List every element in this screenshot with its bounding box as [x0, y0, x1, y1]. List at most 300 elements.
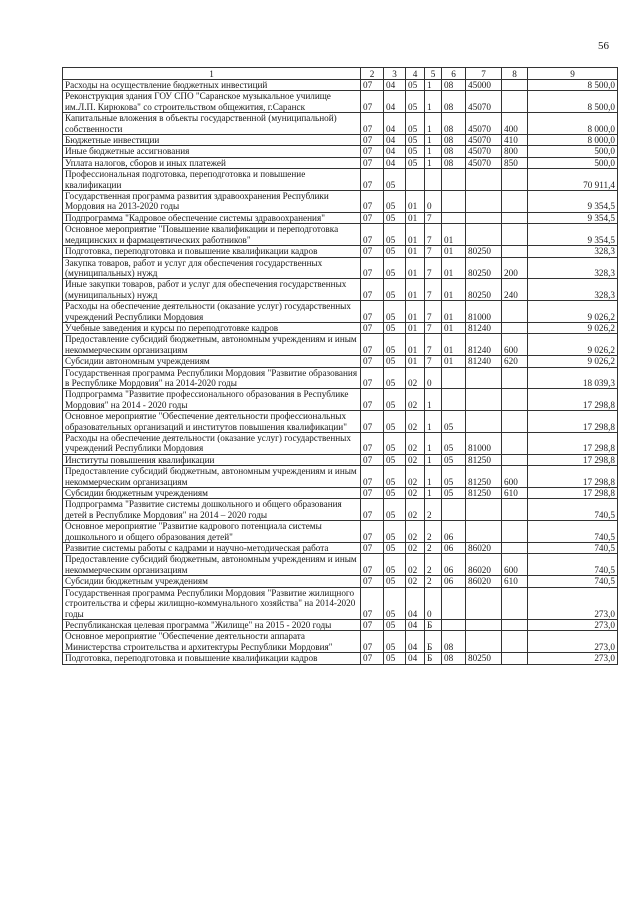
- row-code-cell-c3: 05: [384, 488, 406, 499]
- row-amount-cell: 740,5: [528, 554, 618, 576]
- table-row: [63, 488, 618, 499]
- row-code-cell-c2: 07: [361, 257, 384, 279]
- row-code-cell-c4: [406, 169, 425, 191]
- row-name-cell: Подпрограмма "Развитие системы дошкольного и общего образования детей в Республике Мордовия" на 2014 – 2020 годы: [63, 499, 361, 521]
- row-code-cell-c5: 7: [425, 322, 442, 333]
- row-code-cell-c5: 1: [425, 157, 442, 168]
- budget-table: [62, 67, 618, 665]
- row-code-cell-c8: 240: [502, 279, 528, 301]
- column-header-5: 5: [425, 68, 442, 80]
- row-amount-cell: 17 298,8: [528, 488, 618, 499]
- row-amount-cell: 500,0: [528, 146, 618, 157]
- row-code-cell-c8: 620: [502, 356, 528, 367]
- row-code-cell-c4: 04: [406, 653, 425, 664]
- row-name-cell: Иные закупки товаров, работ и услуг для обеспечения государственных (муниципальных) нужд: [63, 279, 361, 301]
- row-code-cell-c6: 08: [442, 146, 466, 157]
- row-code-cell-c2: 07: [361, 631, 384, 653]
- row-code-cell-c3: 05: [384, 322, 406, 333]
- row-name-cell: Расходы на обеспечение деятельности (оказание услуг) государственных учреждений Республики Мордовия: [63, 301, 361, 323]
- table-row: [63, 619, 618, 630]
- row-code-cell-c8: [502, 454, 528, 465]
- row-code-cell-c5: 0: [425, 191, 442, 213]
- row-code-cell-c2: 07: [361, 367, 384, 389]
- row-code-cell-c4: 02: [406, 466, 425, 488]
- table-row: [63, 411, 618, 433]
- row-code-cell-c8: [502, 389, 528, 411]
- row-amount-cell: 17 298,8: [528, 466, 618, 488]
- row-amount-cell: 8 000,0: [528, 113, 618, 135]
- row-code-cell-c6: [442, 191, 466, 213]
- row-name-cell: Учебные заведения и курсы по переподготовке кадров: [63, 322, 361, 333]
- row-code-cell-c4: 02: [406, 411, 425, 433]
- row-amount-cell: 9 354,5: [528, 191, 618, 213]
- row-code-cell-c7: 86020: [466, 554, 502, 576]
- row-code-cell-c2: 07: [361, 246, 384, 257]
- row-code-cell-c6: 08: [442, 91, 466, 113]
- row-code-cell-c5: 7: [425, 246, 442, 257]
- row-code-cell-c2: 07: [361, 454, 384, 465]
- row-code-cell-c4: 02: [406, 543, 425, 554]
- row-code-cell-c7: 81250: [466, 454, 502, 465]
- row-name-cell: Государственная программа Республики Мордовия "Развитие жилищного строительства и сферы жилищно-коммунального хозяйства" на 2014-2020 годы: [63, 587, 361, 619]
- table-row: [63, 279, 618, 301]
- column-header-7: 7: [466, 68, 502, 80]
- row-code-cell-c3: 05: [384, 499, 406, 521]
- row-code-cell-c7: [466, 389, 502, 411]
- row-code-cell-c2: 07: [361, 543, 384, 554]
- row-code-cell-c7: [466, 411, 502, 433]
- row-code-cell-c3: 04: [384, 146, 406, 157]
- table-row: [63, 454, 618, 465]
- row-code-cell-c7: [466, 169, 502, 191]
- row-code-cell-c8: [502, 367, 528, 389]
- row-name-cell: Институты повышения квалификации: [63, 454, 361, 465]
- row-code-cell-c5: 1: [425, 454, 442, 465]
- row-code-cell-c2: 07: [361, 587, 384, 619]
- row-amount-cell: 273,0: [528, 653, 618, 664]
- row-code-cell-c7: 81240: [466, 334, 502, 356]
- row-amount-cell: 8 500,0: [528, 91, 618, 113]
- row-code-cell-c8: 600: [502, 334, 528, 356]
- table-row: [63, 80, 618, 91]
- row-name-cell: Капитальные вложения в объекты государственной (муниципальной) собственности: [63, 113, 361, 135]
- row-code-cell-c7: 81240: [466, 356, 502, 367]
- table-body: [63, 80, 618, 665]
- row-code-cell-c4: 02: [406, 433, 425, 455]
- row-code-cell-c3: 05: [384, 466, 406, 488]
- table-row: [63, 113, 618, 135]
- row-code-cell-c2: 07: [361, 146, 384, 157]
- row-amount-cell: 18 039,3: [528, 367, 618, 389]
- table-row: [63, 433, 618, 455]
- row-name-cell: Основное мероприятие "Развитие кадрового потенциала системы дошкольного и общего образования детей": [63, 521, 361, 543]
- row-code-cell-c3: 05: [384, 246, 406, 257]
- row-name-cell: Реконструкция здания ГОУ СПО "Саранское музыкальное училище им.Л.П. Кирюкова" со строительством общежития, г.Саранск: [63, 91, 361, 113]
- row-code-cell-c2: 07: [361, 488, 384, 499]
- row-amount-cell: 740,5: [528, 576, 618, 587]
- row-code-cell-c2: 07: [361, 279, 384, 301]
- row-code-cell-c3: 04: [384, 135, 406, 146]
- row-code-cell-c6: 01: [442, 246, 466, 257]
- row-name-cell: Государственная программа развития здравоохранения Республики Мордовия на 2013-2020 годы: [63, 191, 361, 213]
- row-code-cell-c8: [502, 499, 528, 521]
- row-name-cell: Подпрограмма "Кадровое обеспечение системы здравоохранения": [63, 212, 361, 223]
- row-code-cell-c8: [502, 433, 528, 455]
- row-name-cell: Субсидии автономным учреждениям: [63, 356, 361, 367]
- row-amount-cell: 17 298,8: [528, 411, 618, 433]
- row-code-cell-c8: [502, 301, 528, 323]
- row-code-cell-c8: [502, 653, 528, 664]
- row-code-cell-c6: 08: [442, 80, 466, 91]
- row-code-cell-c2: 07: [361, 135, 384, 146]
- row-code-cell-c7: 45070: [466, 157, 502, 168]
- row-name-cell: Иные бюджетные ассигнования: [63, 146, 361, 157]
- table-row: [63, 543, 618, 554]
- row-code-cell-c7: 45070: [466, 113, 502, 135]
- row-code-cell-c4: 05: [406, 80, 425, 91]
- row-code-cell-c3: 05: [384, 631, 406, 653]
- row-code-cell-c3: 05: [384, 334, 406, 356]
- row-code-cell-c5: 2: [425, 543, 442, 554]
- table-row: [63, 367, 618, 389]
- row-code-cell-c6: 06: [442, 543, 466, 554]
- row-code-cell-c6: [442, 619, 466, 630]
- row-code-cell-c4: 05: [406, 157, 425, 168]
- table-row: [63, 169, 618, 191]
- row-code-cell-c3: 05: [384, 356, 406, 367]
- row-code-cell-c7: [466, 367, 502, 389]
- row-name-cell: Подготовка, переподготовка и повышение квалификации кадров: [63, 246, 361, 257]
- row-name-cell: Бюджетные инвестиции: [63, 135, 361, 146]
- row-code-cell-c7: 80250: [466, 653, 502, 664]
- row-code-cell-c7: [466, 619, 502, 630]
- row-code-cell-c2: 07: [361, 169, 384, 191]
- table-row: [63, 301, 618, 323]
- row-code-cell-c2: 07: [361, 499, 384, 521]
- row-code-cell-c8: [502, 80, 528, 91]
- row-code-cell-c6: 01: [442, 224, 466, 246]
- row-code-cell-c8: 800: [502, 146, 528, 157]
- row-code-cell-c4: 01: [406, 224, 425, 246]
- table-row: [63, 224, 618, 246]
- table-row: [63, 157, 618, 168]
- row-code-cell-c5: 1: [425, 146, 442, 157]
- row-code-cell-c2: 07: [361, 433, 384, 455]
- row-code-cell-c6: 08: [442, 113, 466, 135]
- row-code-cell-c5: 2: [425, 521, 442, 543]
- row-code-cell-c2: 07: [361, 521, 384, 543]
- table-row: [63, 389, 618, 411]
- table-row: [63, 91, 618, 113]
- table-row: [63, 466, 618, 488]
- row-code-cell-c8: [502, 631, 528, 653]
- row-code-cell-c7: [466, 191, 502, 213]
- row-code-cell-c8: [502, 322, 528, 333]
- row-code-cell-c5: 7: [425, 257, 442, 279]
- row-code-cell-c5: 1: [425, 91, 442, 113]
- row-code-cell-c5: 1: [425, 389, 442, 411]
- row-code-cell-c6: 01: [442, 301, 466, 323]
- row-code-cell-c3: 05: [384, 169, 406, 191]
- row-code-cell-c4: 04: [406, 631, 425, 653]
- row-code-cell-c3: 05: [384, 301, 406, 323]
- row-amount-cell: 273,0: [528, 587, 618, 619]
- row-code-cell-c5: 0: [425, 367, 442, 389]
- row-code-cell-c2: 07: [361, 653, 384, 664]
- row-name-cell: Подготовка, переподготовка и повышение квалификации кадров: [63, 653, 361, 664]
- row-code-cell-c5: 1: [425, 466, 442, 488]
- row-code-cell-c7: 81250: [466, 466, 502, 488]
- row-amount-cell: 9 354,5: [528, 224, 618, 246]
- row-code-cell-c5: [425, 169, 442, 191]
- row-code-cell-c4: 02: [406, 488, 425, 499]
- row-code-cell-c6: [442, 389, 466, 411]
- row-code-cell-c4: 01: [406, 212, 425, 223]
- row-code-cell-c7: [466, 631, 502, 653]
- row-code-cell-c6: 06: [442, 521, 466, 543]
- row-code-cell-c4: 01: [406, 356, 425, 367]
- row-name-cell: Закупка товаров, работ и услуг для обеспечения государственных (муниципальных) нужд: [63, 257, 361, 279]
- row-code-cell-c6: 05: [442, 488, 466, 499]
- row-code-cell-c6: 05: [442, 411, 466, 433]
- row-code-cell-c3: 05: [384, 653, 406, 664]
- row-code-cell-c7: 45000: [466, 80, 502, 91]
- row-code-cell-c7: 80250: [466, 246, 502, 257]
- row-code-cell-c2: 07: [361, 301, 384, 323]
- row-code-cell-c8: [502, 521, 528, 543]
- row-code-cell-c6: [442, 212, 466, 223]
- row-name-cell: Расходы на осуществление бюджетных инвестиций: [63, 80, 361, 91]
- column-header-8: 8: [502, 68, 528, 80]
- row-code-cell-c8: 610: [502, 488, 528, 499]
- row-amount-cell: 273,0: [528, 619, 618, 630]
- row-amount-cell: 9 026,2: [528, 356, 618, 367]
- column-header-4: 4: [406, 68, 425, 80]
- row-code-cell-c5: 1: [425, 411, 442, 433]
- row-code-cell-c5: 1: [425, 488, 442, 499]
- row-code-cell-c3: 05: [384, 619, 406, 630]
- row-amount-cell: 273,0: [528, 631, 618, 653]
- row-name-cell: Предоставление субсидий бюджетным, автономным учреждениям и иным некоммерческим организациям: [63, 466, 361, 488]
- row-name-cell: Профессиональная подготовка, переподготовка и повышение квалификации: [63, 169, 361, 191]
- row-code-cell-c8: [502, 224, 528, 246]
- row-code-cell-c8: 600: [502, 554, 528, 576]
- table-row: [63, 576, 618, 587]
- row-code-cell-c7: [466, 499, 502, 521]
- row-code-cell-c5: 2: [425, 554, 442, 576]
- table-row: [63, 257, 618, 279]
- row-code-cell-c3: 05: [384, 521, 406, 543]
- row-name-cell: Основное мероприятие "Обеспечение деятельности профессиональных образовательных организаций и институтов повышения квалификации": [63, 411, 361, 433]
- row-code-cell-c2: 07: [361, 411, 384, 433]
- row-code-cell-c3: 05: [384, 454, 406, 465]
- row-code-cell-c7: 81000: [466, 433, 502, 455]
- row-code-cell-c6: 08: [442, 157, 466, 168]
- row-name-cell: Основное мероприятие "Обеспечение деятельности аппарата Министерства строительства и архитектуры Республики Мордовия": [63, 631, 361, 653]
- row-code-cell-c3: 05: [384, 543, 406, 554]
- row-code-cell-c2: 07: [361, 322, 384, 333]
- row-code-cell-c4: 01: [406, 322, 425, 333]
- row-code-cell-c2: 07: [361, 576, 384, 587]
- row-name-cell: Подпрограмма "Развитие профессионального образования в Республике Мордовия" на 2014 - 2020 годы: [63, 389, 361, 411]
- row-code-cell-c8: [502, 246, 528, 257]
- row-code-cell-c5: 0: [425, 587, 442, 619]
- row-code-cell-c7: 80250: [466, 257, 502, 279]
- row-code-cell-c6: [442, 499, 466, 521]
- row-code-cell-c4: 01: [406, 301, 425, 323]
- table-row: [63, 631, 618, 653]
- row-code-cell-c4: 05: [406, 135, 425, 146]
- row-code-cell-c3: 05: [384, 389, 406, 411]
- row-amount-cell: 17 298,8: [528, 433, 618, 455]
- table-row: [63, 246, 618, 257]
- row-code-cell-c8: [502, 619, 528, 630]
- row-code-cell-c4: 05: [406, 113, 425, 135]
- row-code-cell-c4: 01: [406, 257, 425, 279]
- row-code-cell-c6: [442, 169, 466, 191]
- row-code-cell-c5: Б: [425, 619, 442, 630]
- row-code-cell-c3: 05: [384, 279, 406, 301]
- column-header-6: 6: [442, 68, 466, 80]
- row-name-cell: Основное мероприятие "Повышение квалификации и переподготовка медицинских и фармацевтических работников": [63, 224, 361, 246]
- row-code-cell-c8: 200: [502, 257, 528, 279]
- row-code-cell-c7: 45070: [466, 91, 502, 113]
- row-code-cell-c2: 07: [361, 113, 384, 135]
- row-amount-cell: 328,3: [528, 257, 618, 279]
- row-code-cell-c4: 01: [406, 279, 425, 301]
- row-code-cell-c6: 08: [442, 135, 466, 146]
- row-code-cell-c2: 07: [361, 157, 384, 168]
- row-code-cell-c4: 02: [406, 576, 425, 587]
- table-row: [63, 334, 618, 356]
- row-code-cell-c6: 08: [442, 653, 466, 664]
- row-code-cell-c7: 86020: [466, 576, 502, 587]
- row-code-cell-c6: [442, 587, 466, 619]
- row-code-cell-c5: Б: [425, 631, 442, 653]
- row-code-cell-c5: 7: [425, 301, 442, 323]
- row-amount-cell: 500,0: [528, 157, 618, 168]
- row-code-cell-c2: 07: [361, 224, 384, 246]
- row-code-cell-c7: 81250: [466, 488, 502, 499]
- row-code-cell-c2: 07: [361, 619, 384, 630]
- row-code-cell-c5: 7: [425, 356, 442, 367]
- row-code-cell-c3: 05: [384, 191, 406, 213]
- row-code-cell-c6: 06: [442, 554, 466, 576]
- row-code-cell-c2: 07: [361, 389, 384, 411]
- row-code-cell-c6: 01: [442, 257, 466, 279]
- table-row: [63, 499, 618, 521]
- row-amount-cell: 17 298,8: [528, 389, 618, 411]
- row-code-cell-c2: 07: [361, 334, 384, 356]
- row-code-cell-c6: 01: [442, 356, 466, 367]
- row-code-cell-c6: 01: [442, 279, 466, 301]
- row-code-cell-c7: [466, 224, 502, 246]
- row-name-cell: Субсидии бюджетным учреждениям: [63, 488, 361, 499]
- row-code-cell-c8: [502, 543, 528, 554]
- table-row: [63, 653, 618, 664]
- row-amount-cell: 328,3: [528, 279, 618, 301]
- row-amount-cell: 17 298,8: [528, 454, 618, 465]
- row-code-cell-c3: 04: [384, 91, 406, 113]
- row-amount-cell: 70 911,4: [528, 169, 618, 191]
- table-row: [63, 554, 618, 576]
- row-amount-cell: 740,5: [528, 499, 618, 521]
- row-code-cell-c7: 81240: [466, 322, 502, 333]
- row-name-cell: Государственная программа Республики Мордовия "Развитие образования в Республике Мордовия" на 2014-2020 годы: [63, 367, 361, 389]
- row-code-cell-c2: 07: [361, 554, 384, 576]
- page-number: 56: [598, 40, 609, 52]
- row-code-cell-c8: [502, 411, 528, 433]
- row-code-cell-c3: 05: [384, 587, 406, 619]
- row-code-cell-c6: 05: [442, 433, 466, 455]
- row-code-cell-c2: 07: [361, 212, 384, 223]
- row-code-cell-c6: 05: [442, 454, 466, 465]
- row-code-cell-c5: 7: [425, 279, 442, 301]
- row-code-cell-c4: 05: [406, 146, 425, 157]
- row-code-cell-c8: [502, 91, 528, 113]
- row-code-cell-c7: 45070: [466, 146, 502, 157]
- row-code-cell-c6: [442, 367, 466, 389]
- row-code-cell-c4: 02: [406, 454, 425, 465]
- row-code-cell-c7: [466, 587, 502, 619]
- row-name-cell: Предоставление субсидий бюджетным, автономным учреждениям и иным некоммерческим организациям: [63, 334, 361, 356]
- row-amount-cell: 9 026,2: [528, 322, 618, 333]
- table-row: [63, 212, 618, 223]
- row-code-cell-c4: 02: [406, 389, 425, 411]
- row-code-cell-c7: 80250: [466, 279, 502, 301]
- table-row: [63, 521, 618, 543]
- row-code-cell-c4: 02: [406, 521, 425, 543]
- row-amount-cell: 8 500,0: [528, 80, 618, 91]
- table-row: [63, 356, 618, 367]
- row-code-cell-c7: [466, 521, 502, 543]
- row-code-cell-c2: 07: [361, 191, 384, 213]
- row-code-cell-c8: [502, 169, 528, 191]
- row-code-cell-c5: 7: [425, 212, 442, 223]
- row-amount-cell: 740,5: [528, 543, 618, 554]
- row-code-cell-c4: 04: [406, 619, 425, 630]
- row-code-cell-c5: 1: [425, 113, 442, 135]
- row-name-cell: Развитие системы работы с кадрами и научно-методическая работа: [63, 543, 361, 554]
- row-code-cell-c7: 81000: [466, 301, 502, 323]
- row-code-cell-c3: 04: [384, 80, 406, 91]
- table-row: [63, 322, 618, 333]
- row-code-cell-c6: 05: [442, 466, 466, 488]
- row-code-cell-c4: 01: [406, 334, 425, 356]
- table-row: [63, 135, 618, 146]
- row-amount-cell: 9 354,5: [528, 212, 618, 223]
- row-code-cell-c3: 04: [384, 113, 406, 135]
- row-code-cell-c6: 06: [442, 576, 466, 587]
- row-code-cell-c3: 05: [384, 212, 406, 223]
- row-code-cell-c5: 1: [425, 433, 442, 455]
- row-code-cell-c4: 05: [406, 91, 425, 113]
- row-amount-cell: 8 000,0: [528, 135, 618, 146]
- row-code-cell-c5: 2: [425, 576, 442, 587]
- row-code-cell-c8: 410: [502, 135, 528, 146]
- row-code-cell-c5: 7: [425, 224, 442, 246]
- row-code-cell-c4: 01: [406, 191, 425, 213]
- row-code-cell-c2: 07: [361, 466, 384, 488]
- row-code-cell-c6: 01: [442, 334, 466, 356]
- row-code-cell-c5: 1: [425, 135, 442, 146]
- table-header-row: [63, 68, 618, 80]
- table-row: [63, 587, 618, 619]
- row-amount-cell: 328,3: [528, 246, 618, 257]
- row-code-cell-c3: 05: [384, 433, 406, 455]
- column-header-1: 1: [63, 68, 361, 80]
- row-code-cell-c4: 01: [406, 246, 425, 257]
